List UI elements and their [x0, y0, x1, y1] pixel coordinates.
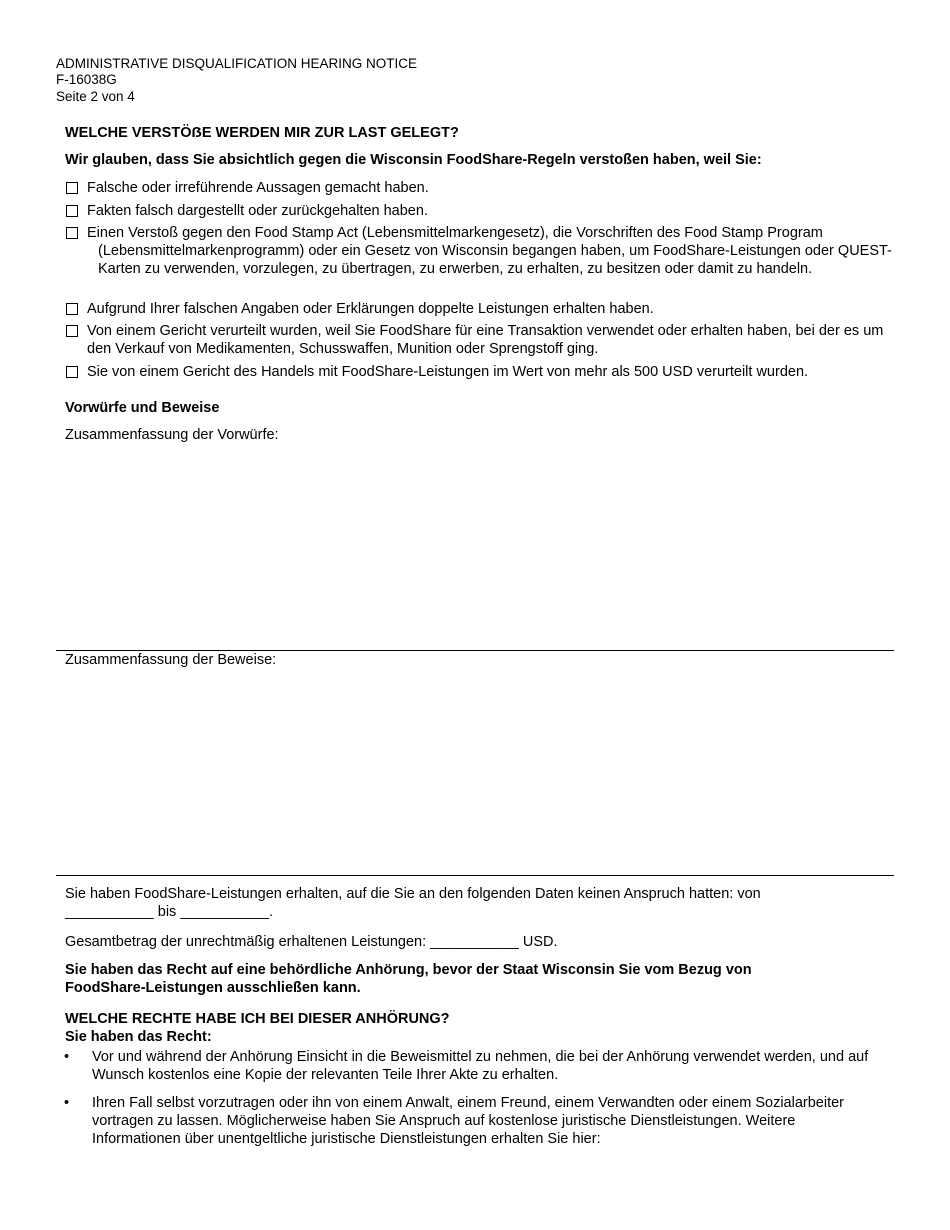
bis-label: bis	[157, 904, 177, 920]
violations-heading: WELCHE VERSTÖẞE WERDEN MIR ZUR LAST GELEGT?	[65, 125, 459, 141]
total-amount-field[interactable]: ___________	[430, 934, 519, 950]
violation-text: Aufgrund Ihrer falschen Angaben oder Erklärungen doppelte Leistungen erhalten haben.	[87, 301, 654, 317]
page-number: Seite 2 von 4	[56, 89, 135, 104]
right-text: Ihren Fall selbst vorzutragen oder ihn von einem Anwalt, einem Freund, einem Verwandten oder einem Sozialarbeiter vortragen zu lassen. Möglicherweise haben Sie Anspruch auf kostenlose juristische Dienstleistungen. Weitere Informationen über unentgeltliche juristische Dienstleistungen erhalten Sie hier:	[92, 1095, 844, 1147]
bullet-icon: •	[64, 1049, 70, 1065]
violation-item	[66, 224, 896, 278]
violation-text: Falsche oder irreführende Aussagen gemacht haben.	[87, 180, 429, 196]
period-end: .	[269, 904, 274, 920]
checkbox[interactable]	[66, 182, 78, 194]
benefit-period	[65, 885, 865, 921]
evidence-label: Zusammenfassung der Beweise:	[65, 652, 277, 668]
violation-item	[66, 202, 896, 220]
total-label: Gesamtbetrag der unrechtmäßig erhaltenen Leistungen:	[65, 934, 427, 950]
currency-label: USD.	[522, 934, 558, 950]
date-from-field[interactable]: ___________	[65, 904, 154, 920]
allegations-label: Zusammenfassung der Vorwürfe:	[65, 427, 279, 443]
violation-item	[66, 300, 896, 318]
divider	[56, 875, 894, 876]
form-title: ADMINISTRATIVE DISQUALIFICATION HEARING NOTICE	[56, 56, 418, 71]
right-text: Vor und während der Anhörung Einsicht in die Beweismittel zu nehmen, die bei der Anhörung verwendet werden, und auf Wunsch kostenlos eine Kopie der relevanten Teile Ihrer Akte zu erhalten.	[92, 1049, 869, 1083]
checkbox[interactable]	[66, 205, 78, 217]
violation-text: Fakten falsch dargestellt oder zurückgehalten haben.	[87, 203, 428, 219]
total-amount-row	[65, 934, 558, 950]
allegations-field[interactable]	[65, 446, 893, 644]
date-to-field[interactable]: ___________	[180, 904, 270, 920]
violation-item	[66, 179, 896, 197]
violation-text: Einen Verstoß gegen den Food Stamp Act (Lebensmittelmarkengesetz), die Vorschriften des Food Stamp Program (Lebensmittelmarkenprogramm) oder ein Gesetz von Wisconsin begangen haben, um FoodShare-Leistungen oder QUEST-Karten zu verwenden, vorzulegen, zu übertragen, zu erwerben, zu erhalten, zu besitzen oder damit zu handeln.	[87, 225, 892, 277]
checkbox[interactable]	[66, 303, 78, 315]
violation-item	[66, 363, 896, 381]
checkbox[interactable]	[66, 325, 78, 337]
checkbox[interactable]	[66, 227, 78, 239]
checkbox[interactable]	[66, 366, 78, 378]
violation-text: Von einem Gericht verurteilt wurden, weil Sie FoodShare für eine Transaktion verwendet oder erhalten haben, bei der es um den Verkauf von Medikamenten, Schusswaffen, Munition oder Sprengstoff ging.	[87, 323, 884, 357]
bullet-icon: •	[64, 1095, 70, 1111]
evidence-heading: Vorwürfe und Beweise	[65, 400, 220, 416]
violations-intro: Wir glauben, dass Sie absichtlich gegen die Wisconsin FoodShare-Regeln verstoßen haben, weil Sie:	[65, 152, 762, 168]
violation-text: Sie von einem Gericht des Handels mit FoodShare-Leistungen im Wert von mehr als 500 USD verurteilt wurden.	[87, 364, 809, 380]
violation-item	[66, 322, 896, 358]
evidence-field[interactable]	[65, 672, 893, 868]
benefit-period-text: Sie haben FoodShare-Leistungen erhalten, auf die Sie an den folgenden Daten keinen Anspruch hatten: von	[65, 886, 761, 902]
rights-heading: WELCHE RECHTE HABE ICH BEI DIESER ANHÖRUNG?	[65, 1011, 450, 1027]
form-number: F-16038G	[56, 72, 117, 87]
divider	[56, 650, 894, 651]
list-item	[64, 1094, 884, 1148]
hearing-right-statement: Sie haben das Recht auf eine behördliche Anhörung, bevor der Staat Wisconsin Sie vom Bezug von FoodShare-Leistungen ausschließen kann.	[65, 962, 752, 996]
list-item	[64, 1048, 884, 1084]
rights-subheading: Sie haben das Recht:	[65, 1029, 212, 1045]
